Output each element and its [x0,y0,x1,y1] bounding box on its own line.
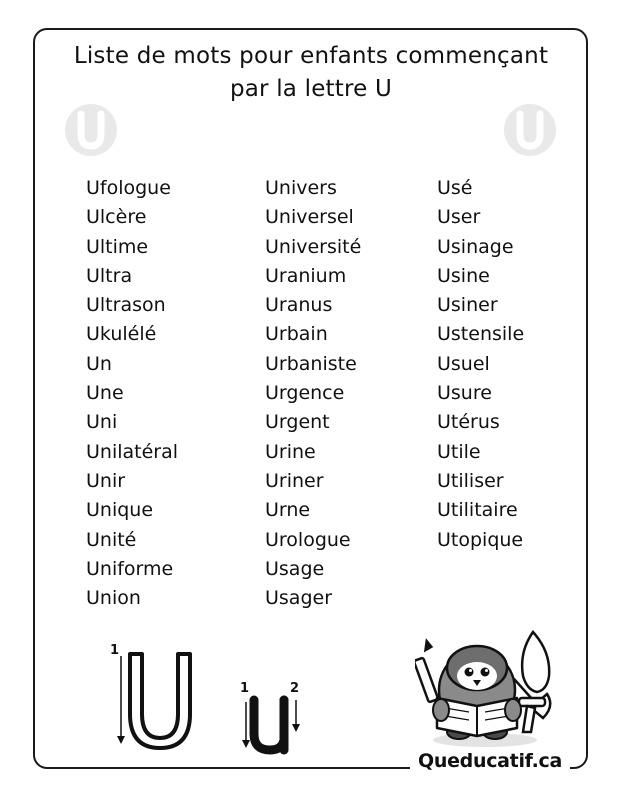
word-item: Uranium [265,264,347,287]
letter-u-badge-icon [504,104,556,156]
letter-u-badge-icon [65,104,117,156]
word-item: Urbain [265,323,328,346]
word-item: Ultrason [86,294,166,317]
word-item: User [437,206,481,229]
word-item: Uriner [265,469,324,492]
pencil-icon [415,637,438,702]
lowercase-u-tracing [238,676,308,756]
penguin-reading-book-icon [415,628,555,750]
word-item: Urgent [265,411,330,434]
trace-step-number: 1 [110,643,120,658]
word-item: Utile [437,440,481,463]
word-item: Ultime [86,235,149,258]
word-item: Ulcère [86,206,147,229]
word-item: Usager [265,587,333,610]
word-item: Urne [265,499,311,522]
title-line-1: Liste de mots pour enfants commençant [73,43,549,69]
word-item: Usinage [437,235,514,258]
word-item: Usure [437,382,492,405]
word-item: Uni [86,411,118,434]
title-line-2: par la lettre U [229,76,393,102]
word-item: Uniforme [86,557,174,580]
word-item: Utérus [437,411,500,434]
word-item: Urine [265,440,316,463]
word-item: Unilatéral [86,440,179,463]
word-column-2 [265,174,361,613]
word-item: Uranus [265,294,333,317]
word-item: Ukulélé [86,323,157,346]
word-item: Unique [86,499,154,522]
uppercase-u-tracing [108,636,198,758]
word-item: Usine [437,264,490,287]
word-column-1 [86,174,178,613]
word-item: Union [86,587,141,610]
word-item: Urbaniste [265,352,357,375]
word-item: Un [86,352,112,375]
word-item: Ustensile [437,323,525,346]
word-item: Urgence [265,382,345,405]
word-item: Universel [265,206,354,229]
word-item: Une [86,382,124,405]
word-item: Usiner [437,294,498,317]
word-item: Utiliser [437,469,504,492]
brand-logo[interactable]: Queducatif.ca [418,750,562,772]
word-item: Unir [86,469,126,492]
word-item: Usage [265,557,325,580]
word-item: Usuel [437,352,490,375]
trace-step-number: 2 [290,681,300,696]
word-item: Unité [86,528,137,551]
page-title [40,40,582,106]
word-item: Utopique [437,528,524,551]
word-item: Ultra [86,264,133,287]
word-item: Univers [265,177,337,199]
word-item: Utilitaire [437,499,518,522]
word-item: Urologue [265,528,351,551]
word-column-3 [437,174,524,555]
trace-step-number: 1 [240,681,250,696]
brand-footer [410,750,570,772]
word-item: Université [265,235,362,258]
word-item: Usé [437,177,473,199]
word-item: Ufologue [86,177,171,199]
